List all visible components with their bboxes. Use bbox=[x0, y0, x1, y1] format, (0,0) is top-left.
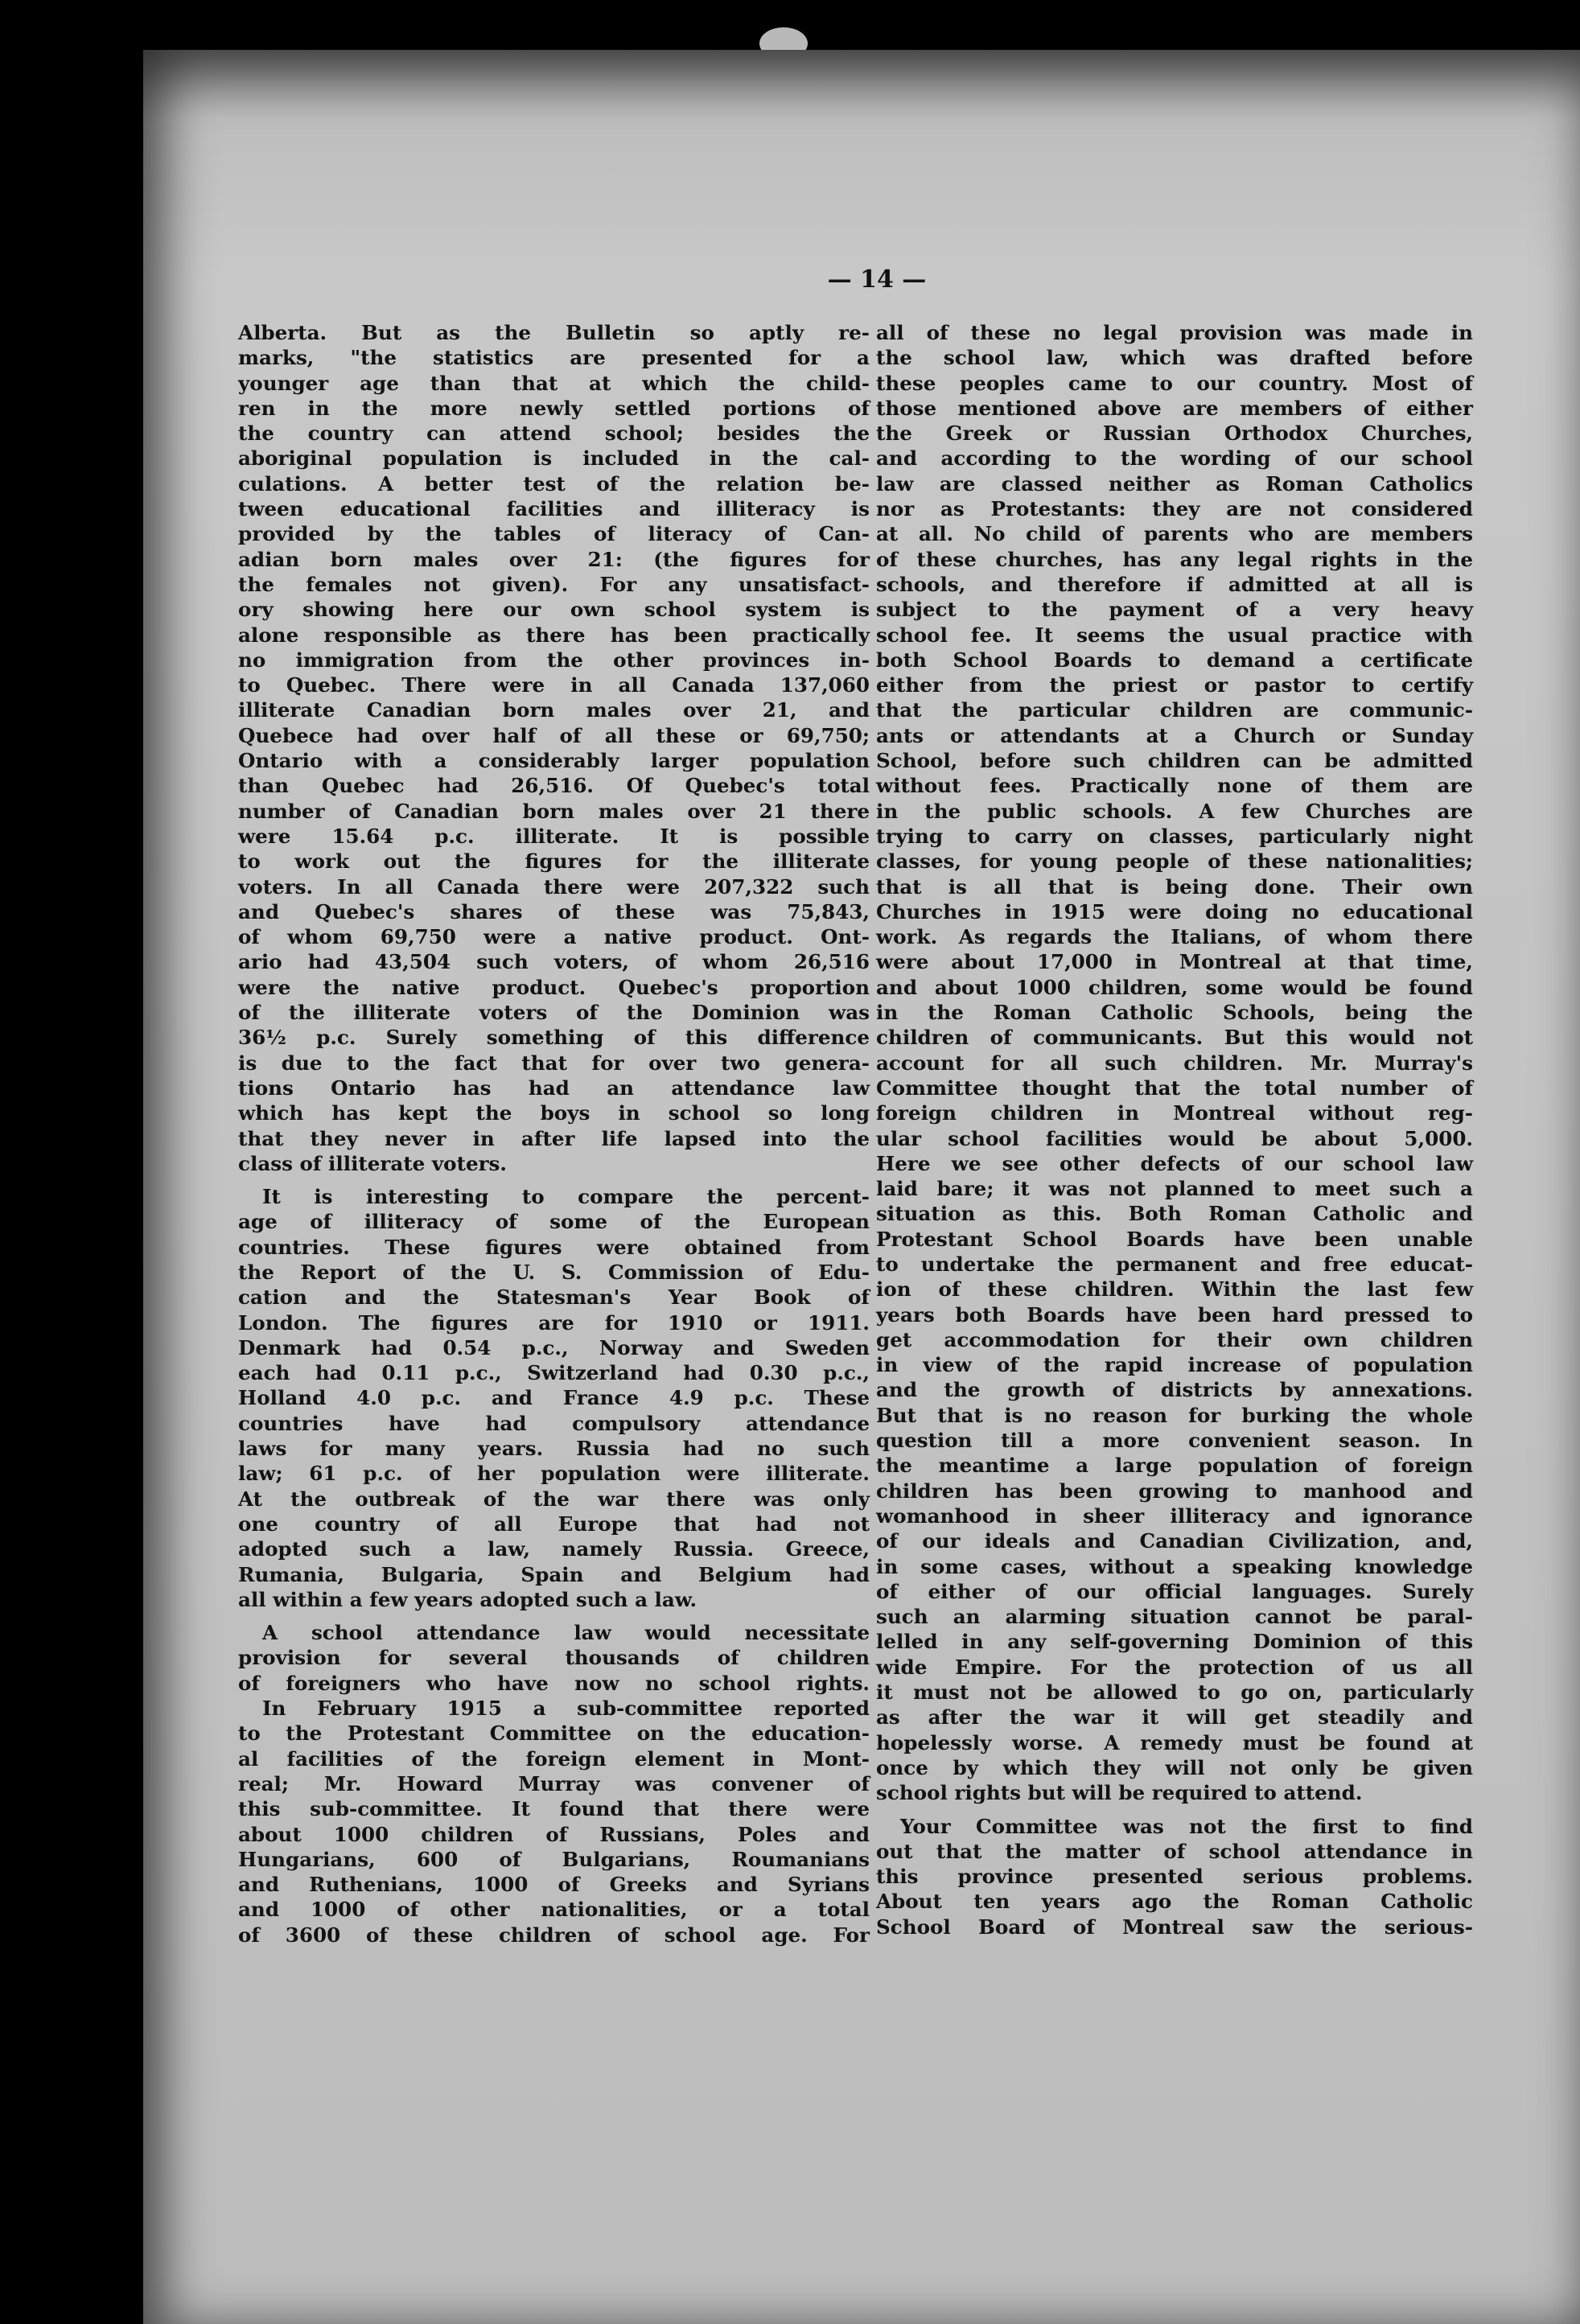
paragraph-gap bbox=[238, 1612, 870, 1620]
text-line: the Greek or Russian Orthodox Churches, bbox=[876, 422, 1473, 446]
text-line: Your Committee was not the first to find bbox=[900, 1814, 1473, 1838]
text-line: Protestant School Boards have been unable bbox=[876, 1227, 1473, 1251]
text-line: In February 1915 a sub-committee reported bbox=[262, 1697, 870, 1721]
text-line: marks, "the statistics are presented for a bbox=[238, 346, 870, 370]
text-line: these peoples came to our country. Most of bbox=[876, 371, 1473, 395]
text-line: nor as Protestants: they are not considered bbox=[876, 497, 1473, 521]
text-line: to work out the figures for the illiterate bbox=[238, 849, 870, 874]
text-line: once by which they will not only be given bbox=[876, 1755, 1473, 1779]
text-line: the females not given). For any unsatisfact- bbox=[238, 572, 870, 596]
text-line: and the growth of districts by annexations. bbox=[876, 1378, 1473, 1402]
text-line: such an alarming situation cannot be paral- bbox=[876, 1605, 1473, 1629]
text-line: all within a few years adopted such a law. bbox=[238, 1587, 697, 1611]
text-line: adian born males over 21: (the figures for bbox=[238, 547, 870, 571]
text-line: and Quebec's shares of these was 75,843, bbox=[238, 899, 870, 923]
text-line: in the Roman Catholic Schools, being the bbox=[876, 1001, 1473, 1025]
section-heading-line: of foreigners who have now no school rights. bbox=[238, 1671, 870, 1695]
text-line: and Ruthenians, 1000 of Greeks and Syrians bbox=[238, 1873, 870, 1897]
text-line: this sub-committee. It found that there were bbox=[238, 1797, 870, 1821]
text-line: tween educational facilities and illiteracy is bbox=[238, 497, 870, 521]
text-line: ion of these children. Within the last few bbox=[876, 1277, 1473, 1302]
text-line: than Quebec had 26,516. Of Quebec's total bbox=[238, 774, 870, 798]
text-line: were the native product. Quebec's proportion bbox=[238, 975, 870, 999]
page-number: — 14 — bbox=[827, 265, 927, 294]
text-line: School Board of Montreal saw the serious- bbox=[876, 1915, 1473, 1939]
text-line: both School Boards to demand a certificate bbox=[876, 648, 1473, 672]
text-line: ular school facilities would be about 5,000. bbox=[876, 1126, 1473, 1150]
text-line: trying to carry on classes, particularly night bbox=[876, 824, 1473, 848]
text-line: in some cases, without a speaking knowledge bbox=[876, 1554, 1473, 1578]
text-line: those mentioned above are members of either bbox=[876, 396, 1473, 420]
text-line: younger age than that at which the child- bbox=[238, 371, 870, 395]
text-line: Quebece had over half of all these or 69,750; bbox=[238, 723, 870, 747]
text-line: School, before such children can be admitted bbox=[876, 749, 1473, 773]
text-line: about 1000 children of Russians, Poles and bbox=[238, 1822, 870, 1846]
text-line: that is all that is being done. Their own bbox=[876, 874, 1473, 899]
text-line: of 3600 of these children of school age. For bbox=[238, 1923, 870, 1947]
text-line: get accommodation for their own children bbox=[876, 1327, 1473, 1351]
text-line: Hungarians, 600 of Bulgarians, Roumanians bbox=[238, 1847, 870, 1871]
text-line: and about 1000 children, some would be found bbox=[876, 975, 1473, 999]
text-line: and 1000 of other nationalities, or a total bbox=[238, 1898, 870, 1922]
text-line: of our ideals and Canadian Civilization, and, bbox=[876, 1529, 1473, 1553]
text-line: cation and the Statesman's Year Book of bbox=[238, 1285, 870, 1310]
text-line: of either of our official languages. Surely bbox=[876, 1579, 1473, 1603]
text-line: all of these no legal provision was made in bbox=[876, 321, 1473, 344]
text-line: foreign children in Montreal without reg- bbox=[876, 1101, 1473, 1125]
text-line: Committee thought that the total number of bbox=[876, 1076, 1473, 1100]
text-line: About ten years ago the Roman Catholic bbox=[876, 1890, 1473, 1914]
text-line: the meantime a large population of foreign bbox=[876, 1454, 1473, 1478]
text-line: real; Mr. Howard Murray was convener of bbox=[238, 1771, 870, 1795]
text-line: Churches in 1915 were doing no educational bbox=[876, 899, 1473, 923]
text-line: to Quebec. There were in all Canada 137,060 bbox=[238, 673, 870, 697]
text-line: children of communicants. But this would not bbox=[876, 1026, 1473, 1050]
text-line: alone responsible as there has been practically bbox=[238, 623, 870, 647]
text-line: account for all such children. Mr. Murray's bbox=[876, 1051, 1473, 1075]
text-line: in view of the rapid increase of population bbox=[876, 1353, 1473, 1377]
text-line: Rumania, Bulgaria, Spain and Belgium had bbox=[238, 1562, 870, 1586]
right-text-column bbox=[876, 320, 1473, 1939]
text-line: Holland 4.0 p.c. and France 4.9 p.c. These bbox=[238, 1386, 870, 1410]
text-line: ory showing here our own school system is bbox=[238, 598, 870, 622]
text-line: ants or attendants at a Church or Sunday bbox=[876, 723, 1473, 747]
text-line: of these churches, has any legal rights in the bbox=[876, 547, 1473, 571]
text-line: ario had 43,504 such voters, of whom 26,516 bbox=[238, 950, 870, 974]
text-line: age of illiteracy of some of the European bbox=[238, 1210, 870, 1234]
paragraph-gap bbox=[238, 1176, 870, 1184]
text-line: classes, for young people of these nationalities; bbox=[876, 849, 1473, 874]
text-line: schools, and therefore if admitted at all is bbox=[876, 572, 1473, 596]
text-line: law are classed neither as Roman Catholics bbox=[876, 471, 1473, 496]
text-line: the country can attend school; besides the bbox=[238, 422, 870, 446]
text-line: subject to the payment of a very heavy bbox=[876, 598, 1473, 622]
text-line: aboriginal population is included in the cal- bbox=[238, 446, 870, 471]
text-line: Ontario with a considerably larger population bbox=[238, 749, 870, 773]
text-line: countries have had compulsory attendance bbox=[238, 1411, 870, 1435]
text-line: adopted such a law, namely Russia. Greece, bbox=[238, 1537, 870, 1561]
text-line: Alberta. But as the Bulletin so aptly re- bbox=[238, 321, 870, 344]
text-line: laid bare; it was not planned to meet such a bbox=[876, 1177, 1473, 1201]
left-text-column bbox=[238, 320, 870, 1948]
text-line: provided by the tables of literacy of Can- bbox=[238, 522, 870, 546]
text-line: one country of all Europe that had not bbox=[238, 1512, 870, 1536]
text-line: which has kept the boys in school so long bbox=[238, 1101, 870, 1125]
paragraph-gap bbox=[876, 1806, 1473, 1814]
text-line: years both Boards have been hard pressed to bbox=[876, 1302, 1473, 1327]
text-line: al facilities of the foreign element in Mont- bbox=[238, 1746, 870, 1771]
text-line: in the public schools. A few Churches are bbox=[876, 799, 1473, 823]
text-line: the Report of the U. S. Commission of Edu- bbox=[238, 1260, 870, 1284]
text-line: the school law, which was drafted before bbox=[876, 346, 1473, 370]
text-line: class of illiterate voters. bbox=[238, 1151, 507, 1175]
text-line: that they never in after life lapsed into the bbox=[238, 1126, 870, 1150]
text-line: Denmark had 0.54 p.c., Norway and Sweden bbox=[238, 1335, 870, 1359]
text-line: culations. A better test of the relation be- bbox=[238, 471, 870, 496]
text-line: this province presented serious problems. bbox=[876, 1865, 1473, 1889]
text-line: work. As regards the Italians, of whom there bbox=[876, 925, 1473, 949]
text-line: law; 61 p.c. of her population were illiterate. bbox=[238, 1462, 870, 1486]
text-line: that the particular children are communic- bbox=[876, 698, 1473, 722]
section-heading-line: provision for several thousands of children bbox=[238, 1646, 870, 1670]
text-line: It is interesting to compare the percent- bbox=[262, 1185, 870, 1209]
text-line: ren in the more newly settled portions of bbox=[238, 396, 870, 420]
text-line: question till a more convenient season. In bbox=[876, 1429, 1473, 1453]
text-line: without fees. Practically none of them are bbox=[876, 774, 1473, 798]
text-line: London. The figures are for 1910 or 1911. bbox=[238, 1310, 870, 1335]
text-line: is due to the fact that for over two genera- bbox=[238, 1051, 870, 1075]
text-line: wide Empire. For the protection of us all bbox=[876, 1655, 1473, 1679]
text-line: to undertake the permanent and free educat- bbox=[876, 1252, 1473, 1276]
text-line: countries. These figures were obtained from bbox=[238, 1235, 870, 1259]
text-line: hopelessly worse. A remedy must be found at bbox=[876, 1730, 1473, 1754]
text-line: school fee. It seems the usual practice with bbox=[876, 623, 1473, 647]
text-line: tions Ontario has had an attendance law bbox=[238, 1076, 870, 1100]
text-line: children has been growing to manhood and bbox=[876, 1479, 1473, 1503]
text-line: illiterate Canadian born males over 21, and bbox=[238, 698, 870, 722]
section-heading-line: A school attendance law would necessitate bbox=[262, 1621, 870, 1645]
text-line: as after the war it will get steadily and bbox=[876, 1705, 1473, 1730]
text-line: were about 17,000 in Montreal at that time, bbox=[876, 950, 1473, 974]
text-line: no immigration from the other provinces in- bbox=[238, 648, 870, 672]
text-line: lelled in any self-governing Dominion of this bbox=[876, 1630, 1473, 1654]
text-line: But that is no reason for burking the whole bbox=[876, 1403, 1473, 1427]
text-line: Here we see other defects of our school law bbox=[876, 1151, 1473, 1175]
text-line: laws for many years. Russia had no such bbox=[238, 1437, 870, 1461]
text-line: voters. In all Canada there were 207,322 such bbox=[238, 874, 870, 899]
text-line: out that the matter of school attendance in bbox=[876, 1839, 1473, 1863]
text-line: number of Canadian born males over 21 there bbox=[238, 799, 870, 823]
text-line: womanhood in sheer illiteracy and ignorance bbox=[876, 1503, 1473, 1528]
text-line: to the Protestant Committee on the education- bbox=[238, 1721, 870, 1746]
text-line: each had 0.11 p.c., Switzerland had 0.30 p.c., bbox=[238, 1361, 870, 1385]
text-line: 36½ p.c. Surely something of this difference bbox=[238, 1026, 870, 1050]
text-line: at all. No child of parents who are members bbox=[876, 522, 1473, 546]
text-line: either from the priest or pastor to certify bbox=[876, 673, 1473, 697]
text-line: of the illiterate voters of the Dominion was bbox=[238, 1001, 870, 1025]
text-line: At the outbreak of the war there was only bbox=[238, 1487, 870, 1511]
text-line: school rights but will be required to attend. bbox=[876, 1781, 1363, 1805]
text-line: were 15.64 p.c. illiterate. It is possible bbox=[238, 824, 870, 848]
text-line: and according to the wording of our school bbox=[876, 446, 1473, 471]
text-line: situation as this. Both Roman Catholic and bbox=[876, 1202, 1473, 1226]
text-line: it must not be allowed to go on, particularly bbox=[876, 1680, 1473, 1705]
text-line: of whom 69,750 were a native product. Ont- bbox=[238, 925, 870, 949]
